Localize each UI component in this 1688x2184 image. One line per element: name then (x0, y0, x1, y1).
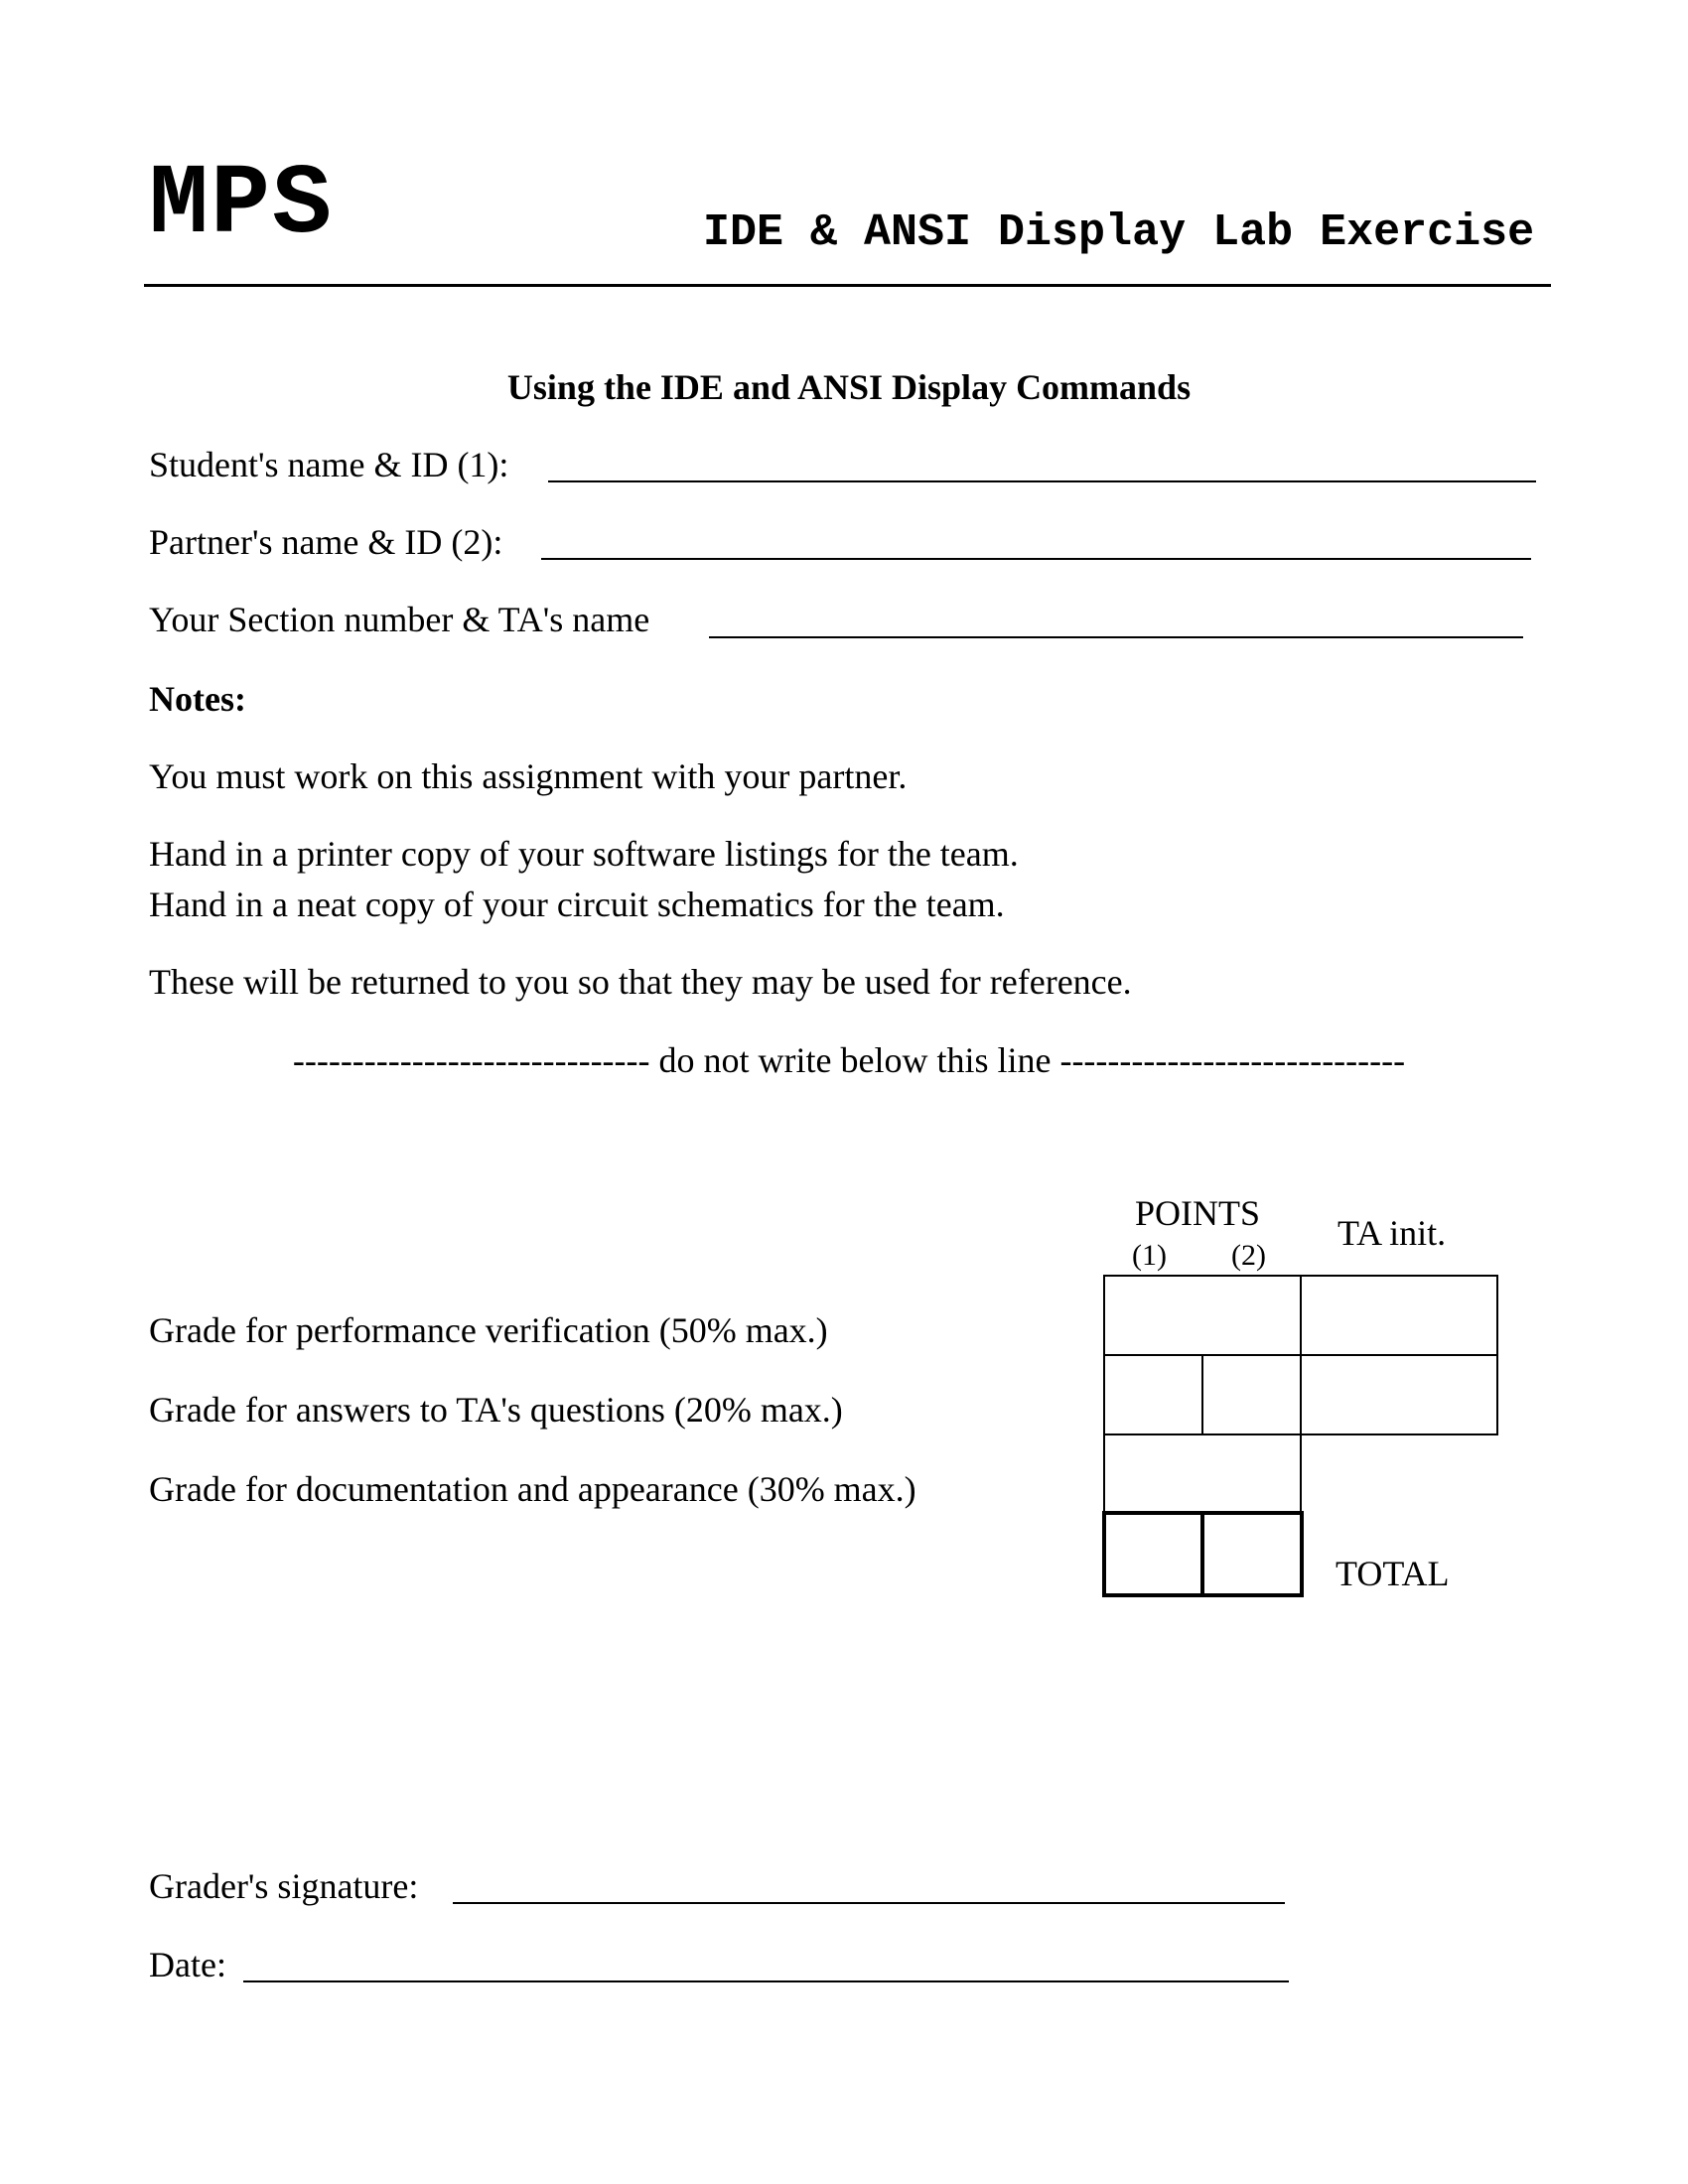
total-student2-box[interactable] (1200, 1511, 1304, 1597)
grader-signature-field[interactable] (453, 1902, 1285, 1904)
header-divider (144, 284, 1551, 287)
grade-row-label: Grade for documentation and appearance (30% max.) (149, 1469, 916, 1509)
points-col-1-header: (1) (1132, 1239, 1167, 1272)
page-subtitle: Using the IDE and ANSI Display Commands (506, 367, 1192, 407)
total-student1-box[interactable] (1102, 1511, 1204, 1597)
note-line: Hand in a neat copy of your circuit schematics for the team. (149, 885, 1005, 924)
date-label: Date: (149, 1945, 226, 1984)
note-line: Hand in a printer copy of your software listings for the team. (149, 834, 1019, 874)
section-ta-field[interactable] (709, 636, 1523, 638)
notes-heading: Notes: (149, 679, 246, 719)
grade-row-label: Grade for answers to TA's questions (20% max.) (149, 1390, 843, 1430)
questions-ta-init-box[interactable] (1300, 1354, 1498, 1435)
partner-name-label: Partner's name & ID (2): (149, 522, 503, 562)
do-not-write-divider: ------------------------------ do not write below this line ----------------------------- (292, 1040, 1406, 1080)
total-label: TOTAL (1336, 1554, 1450, 1593)
student-name-label: Student's name & ID (1): (149, 445, 509, 484)
student-name-field[interactable] (548, 480, 1536, 482)
ta-initials-header: TA init. (1337, 1213, 1447, 1253)
grade-row-label: Grade for performance verification (50% max.) (149, 1310, 828, 1350)
note-line: These will be returned to you so that they may be used for reference. (149, 962, 1132, 1002)
documentation-points-box[interactable] (1103, 1433, 1302, 1515)
grader-signature-label: Grader's signature: (149, 1866, 419, 1906)
course-logo: MPS (149, 150, 335, 262)
date-field[interactable] (243, 1980, 1289, 1982)
section-ta-label: Your Section number & TA's name (149, 600, 650, 639)
questions-points-student1-box[interactable] (1103, 1354, 1203, 1435)
performance-ta-init-box[interactable] (1300, 1275, 1498, 1356)
points-column-header: POINTS (1135, 1193, 1261, 1233)
questions-points-student2-box[interactable] (1201, 1354, 1302, 1435)
performance-points-box[interactable] (1103, 1275, 1302, 1356)
note-line: You must work on this assignment with your partner. (149, 756, 908, 796)
points-col-2-header: (2) (1231, 1239, 1266, 1272)
document-title: IDE & ANSI Display Lab Exercise (703, 207, 1535, 258)
partner-name-field[interactable] (541, 558, 1531, 560)
